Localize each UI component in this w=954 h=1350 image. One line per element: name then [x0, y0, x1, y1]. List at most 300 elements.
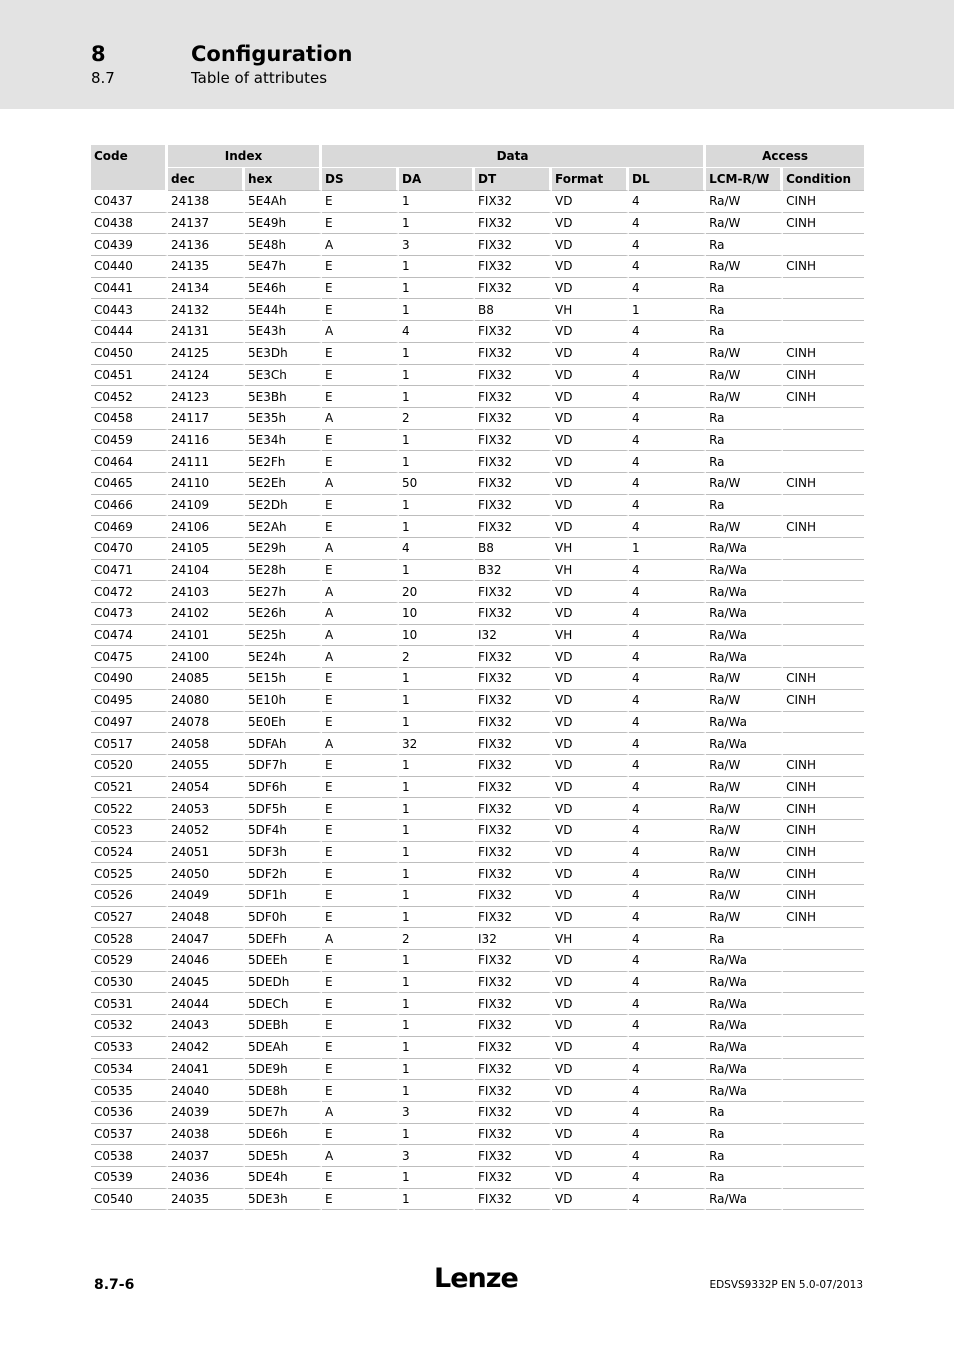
cell-dec: 24040 — [168, 1080, 245, 1102]
cell-hex: 5DEDh — [245, 972, 322, 994]
cell-dt: FIX32 — [475, 668, 552, 690]
cell-da: 10 — [399, 625, 475, 647]
cell-lcm-rw: Ra — [706, 321, 783, 343]
table-row — [91, 777, 864, 799]
cell-format: VD — [552, 603, 629, 625]
table-row — [91, 972, 864, 994]
table-row — [91, 581, 864, 603]
header-code: Code — [91, 145, 168, 191]
cell-lcm-rw: Ra — [706, 1102, 783, 1124]
table-row — [91, 234, 864, 256]
cell-da: 32 — [399, 733, 475, 755]
cell-ds: A — [322, 473, 399, 495]
cell-lcm-rw: Ra/W — [706, 690, 783, 712]
cell-dl: 4 — [629, 820, 706, 842]
table-row — [91, 1189, 864, 1211]
cell-da: 1 — [399, 430, 475, 452]
cell-dt: I32 — [475, 625, 552, 647]
cell-dec: 24047 — [168, 928, 245, 950]
cell-code: C0441 — [91, 278, 168, 300]
cell-dt: FIX32 — [475, 1015, 552, 1037]
cell-hex: 5E29h — [245, 538, 322, 560]
cell-ds: E — [322, 213, 399, 235]
cell-format: VD — [552, 1015, 629, 1037]
cell-hex: 5DE9h — [245, 1059, 322, 1081]
cell-hex: 5DE7h — [245, 1102, 322, 1124]
cell-da: 1 — [399, 777, 475, 799]
cell-dec: 24101 — [168, 625, 245, 647]
cell-hex: 5DEEh — [245, 950, 322, 972]
cell-code: C0444 — [91, 321, 168, 343]
cell-dt: FIX32 — [475, 473, 552, 495]
header-format: Format — [552, 168, 629, 191]
cell-ds: E — [322, 1080, 399, 1102]
cell-ds: E — [322, 256, 399, 278]
cell-dl: 4 — [629, 408, 706, 430]
cell-hex: 5E28h — [245, 560, 322, 582]
cell-code: C0495 — [91, 690, 168, 712]
cell-code: C0472 — [91, 581, 168, 603]
cell-dt: FIX32 — [475, 863, 552, 885]
cell-condition — [783, 581, 864, 603]
cell-code: C0451 — [91, 365, 168, 387]
cell-da: 1 — [399, 993, 475, 1015]
cell-code: C0527 — [91, 907, 168, 929]
cell-condition — [783, 1145, 864, 1167]
cell-hex: 5DECh — [245, 993, 322, 1015]
cell-code: C0458 — [91, 408, 168, 430]
cell-condition: CINH — [783, 473, 864, 495]
cell-code: C0473 — [91, 603, 168, 625]
cell-code: C0522 — [91, 798, 168, 820]
cell-hex: 5E48h — [245, 234, 322, 256]
cell-dec: 24109 — [168, 495, 245, 517]
cell-dec: 24106 — [168, 516, 245, 538]
cell-ds: E — [322, 1037, 399, 1059]
cell-format: VD — [552, 321, 629, 343]
table-row — [91, 820, 864, 842]
cell-dl: 4 — [629, 1015, 706, 1037]
cell-lcm-rw: Ra/Wa — [706, 560, 783, 582]
cell-condition — [783, 603, 864, 625]
table-row — [91, 560, 864, 582]
cell-dec: 24044 — [168, 993, 245, 1015]
cell-dt: FIX32 — [475, 755, 552, 777]
cell-dl: 4 — [629, 516, 706, 538]
cell-dec: 24049 — [168, 885, 245, 907]
table-row — [91, 408, 864, 430]
header-dt: DT — [475, 168, 552, 191]
cell-lcm-rw: Ra — [706, 299, 783, 321]
cell-hex: 5E24h — [245, 646, 322, 668]
cell-hex: 5DF4h — [245, 820, 322, 842]
cell-condition — [783, 993, 864, 1015]
cell-dl: 4 — [629, 733, 706, 755]
cell-hex: 5E25h — [245, 625, 322, 647]
cell-dec: 24131 — [168, 321, 245, 343]
cell-ds: E — [322, 386, 399, 408]
cell-da: 1 — [399, 690, 475, 712]
cell-dt: FIX32 — [475, 712, 552, 734]
table-row — [91, 928, 864, 950]
cell-condition: CINH — [783, 690, 864, 712]
cell-code: C0517 — [91, 733, 168, 755]
cell-ds: A — [322, 408, 399, 430]
cell-ds: E — [322, 755, 399, 777]
cell-dt: FIX32 — [475, 1145, 552, 1167]
cell-ds: E — [322, 560, 399, 582]
cell-condition: CINH — [783, 343, 864, 365]
cell-hex: 5DE6h — [245, 1124, 322, 1146]
cell-da: 1 — [399, 907, 475, 929]
cell-code: C0529 — [91, 950, 168, 972]
cell-condition — [783, 1167, 864, 1189]
cell-condition — [783, 733, 864, 755]
cell-code: C0465 — [91, 473, 168, 495]
cell-dl: 4 — [629, 777, 706, 799]
cell-condition — [783, 712, 864, 734]
cell-condition: CINH — [783, 842, 864, 864]
table-row — [91, 712, 864, 734]
cell-dec: 24041 — [168, 1059, 245, 1081]
cell-format: VD — [552, 755, 629, 777]
cell-da: 1 — [399, 278, 475, 300]
cell-hex: 5DEBh — [245, 1015, 322, 1037]
cell-hex: 5E2Dh — [245, 495, 322, 517]
cell-dt: FIX32 — [475, 451, 552, 473]
table-row — [91, 1145, 864, 1167]
cell-ds: E — [322, 798, 399, 820]
cell-dl: 4 — [629, 842, 706, 864]
section-title: Table of attributes — [191, 69, 328, 87]
cell-dec: 24124 — [168, 365, 245, 387]
cell-dec: 24085 — [168, 668, 245, 690]
table-row — [91, 1080, 864, 1102]
cell-dt: FIX32 — [475, 1059, 552, 1081]
cell-dec: 24103 — [168, 581, 245, 603]
cell-dec: 24117 — [168, 408, 245, 430]
cell-dt: FIX32 — [475, 191, 552, 213]
header-band — [0, 0, 954, 109]
cell-lcm-rw: Ra/Wa — [706, 581, 783, 603]
cell-hex: 5DF0h — [245, 907, 322, 929]
cell-lcm-rw: Ra/W — [706, 842, 783, 864]
cell-lcm-rw: Ra/Wa — [706, 1059, 783, 1081]
cell-dec: 24054 — [168, 777, 245, 799]
cell-format: VD — [552, 733, 629, 755]
cell-code: C0440 — [91, 256, 168, 278]
header-dec: dec — [168, 168, 245, 191]
cell-code: C0531 — [91, 993, 168, 1015]
cell-dl: 4 — [629, 191, 706, 213]
cell-condition — [783, 950, 864, 972]
table-row — [91, 430, 864, 452]
cell-code: C0469 — [91, 516, 168, 538]
cell-da: 1 — [399, 863, 475, 885]
chapter-title: Configuration — [191, 42, 353, 66]
header-da: DA — [399, 168, 475, 191]
cell-format: VD — [552, 907, 629, 929]
cell-da: 1 — [399, 299, 475, 321]
cell-ds: A — [322, 603, 399, 625]
section-number: 8.7 — [91, 69, 115, 87]
cell-dl: 4 — [629, 712, 706, 734]
cell-code: C0538 — [91, 1145, 168, 1167]
cell-ds: E — [322, 495, 399, 517]
cell-code: C0439 — [91, 234, 168, 256]
cell-format: VH — [552, 560, 629, 582]
cell-dt: FIX32 — [475, 365, 552, 387]
cell-format: VD — [552, 1167, 629, 1189]
table-row — [91, 451, 864, 473]
cell-code: C0497 — [91, 712, 168, 734]
table-row — [91, 863, 864, 885]
cell-hex: 5DF2h — [245, 863, 322, 885]
cell-lcm-rw: Ra/Wa — [706, 646, 783, 668]
cell-da: 1 — [399, 256, 475, 278]
cell-dl: 4 — [629, 386, 706, 408]
cell-dec: 24053 — [168, 798, 245, 820]
cell-dl: 4 — [629, 625, 706, 647]
cell-dec: 24136 — [168, 234, 245, 256]
cell-dl: 4 — [629, 1124, 706, 1146]
cell-condition — [783, 408, 864, 430]
table-row — [91, 299, 864, 321]
cell-lcm-rw: Ra/W — [706, 777, 783, 799]
table-row — [91, 365, 864, 387]
cell-format: VD — [552, 668, 629, 690]
cell-dt: B8 — [475, 299, 552, 321]
cell-da: 1 — [399, 950, 475, 972]
cell-dt: FIX32 — [475, 820, 552, 842]
cell-condition — [783, 299, 864, 321]
cell-format: VD — [552, 343, 629, 365]
cell-ds: E — [322, 972, 399, 994]
table-row — [91, 950, 864, 972]
cell-dt: FIX32 — [475, 430, 552, 452]
cell-lcm-rw: Ra/Wa — [706, 733, 783, 755]
cell-format: VD — [552, 1037, 629, 1059]
cell-format: VD — [552, 191, 629, 213]
cell-da: 1 — [399, 1189, 475, 1211]
table-row — [91, 213, 864, 235]
table-row — [91, 993, 864, 1015]
cell-da: 1 — [399, 1080, 475, 1102]
cell-hex: 5E44h — [245, 299, 322, 321]
table-row — [91, 885, 864, 907]
cell-lcm-rw: Ra/W — [706, 213, 783, 235]
cell-hex: 5DFAh — [245, 733, 322, 755]
cell-ds: A — [322, 625, 399, 647]
table-body — [91, 191, 864, 1210]
cell-lcm-rw: Ra/W — [706, 365, 783, 387]
cell-dt: FIX32 — [475, 1037, 552, 1059]
chapter-number: 8 — [91, 42, 106, 66]
cell-dec: 24105 — [168, 538, 245, 560]
cell-lcm-rw: Ra/Wa — [706, 1189, 783, 1211]
cell-hex: 5DE8h — [245, 1080, 322, 1102]
cell-hex: 5DF6h — [245, 777, 322, 799]
cell-format: VH — [552, 928, 629, 950]
cell-format: VD — [552, 1102, 629, 1124]
cell-ds: E — [322, 191, 399, 213]
cell-dt: FIX32 — [475, 386, 552, 408]
cell-code: C0474 — [91, 625, 168, 647]
cell-dec: 24035 — [168, 1189, 245, 1211]
cell-code: C0450 — [91, 343, 168, 365]
cell-ds: E — [322, 993, 399, 1015]
lenze-logo: Lenze — [434, 1263, 518, 1294]
cell-code: C0438 — [91, 213, 168, 235]
cell-da: 4 — [399, 321, 475, 343]
cell-condition — [783, 1189, 864, 1211]
cell-code: C0524 — [91, 842, 168, 864]
cell-lcm-rw: Ra — [706, 278, 783, 300]
cell-dt: FIX32 — [475, 1124, 552, 1146]
cell-condition — [783, 1037, 864, 1059]
cell-lcm-rw: Ra/W — [706, 885, 783, 907]
cell-format: VD — [552, 386, 629, 408]
table-row — [91, 1102, 864, 1124]
cell-dt: FIX32 — [475, 603, 552, 625]
cell-da: 1 — [399, 516, 475, 538]
cell-dec: 24138 — [168, 191, 245, 213]
cell-condition — [783, 430, 864, 452]
cell-code: C0540 — [91, 1189, 168, 1211]
cell-format: VD — [552, 495, 629, 517]
cell-format: VD — [552, 1080, 629, 1102]
cell-dec: 24045 — [168, 972, 245, 994]
table-row — [91, 755, 864, 777]
header-condition: Condition — [783, 168, 864, 191]
cell-condition: CINH — [783, 907, 864, 929]
cell-lcm-rw: Ra/W — [706, 343, 783, 365]
cell-ds: E — [322, 668, 399, 690]
cell-code: C0443 — [91, 299, 168, 321]
cell-format: VD — [552, 451, 629, 473]
cell-dt: FIX32 — [475, 733, 552, 755]
cell-ds: E — [322, 820, 399, 842]
cell-condition: CINH — [783, 863, 864, 885]
cell-ds: E — [322, 1167, 399, 1189]
cell-lcm-rw: Ra — [706, 1124, 783, 1146]
cell-lcm-rw: Ra/W — [706, 256, 783, 278]
cell-format: VD — [552, 885, 629, 907]
cell-lcm-rw: Ra/Wa — [706, 1015, 783, 1037]
cell-hex: 5E0Eh — [245, 712, 322, 734]
cell-dl: 4 — [629, 646, 706, 668]
cell-code: C0539 — [91, 1167, 168, 1189]
cell-ds: E — [322, 430, 399, 452]
cell-code: C0533 — [91, 1037, 168, 1059]
cell-dt: FIX32 — [475, 907, 552, 929]
cell-condition — [783, 972, 864, 994]
cell-ds: E — [322, 343, 399, 365]
header-data: Data — [322, 145, 706, 168]
cell-dl: 4 — [629, 581, 706, 603]
cell-format: VD — [552, 234, 629, 256]
cell-dl: 4 — [629, 928, 706, 950]
cell-ds: E — [322, 777, 399, 799]
cell-ds: A — [322, 538, 399, 560]
cell-hex: 5E10h — [245, 690, 322, 712]
cell-lcm-rw: Ra — [706, 234, 783, 256]
cell-format: VD — [552, 972, 629, 994]
table-row — [91, 191, 864, 213]
cell-dl: 4 — [629, 430, 706, 452]
cell-dl: 4 — [629, 1102, 706, 1124]
cell-lcm-rw: Ra — [706, 451, 783, 473]
cell-code: C0525 — [91, 863, 168, 885]
cell-code: C0459 — [91, 430, 168, 452]
table-row — [91, 278, 864, 300]
table-row — [91, 1167, 864, 1189]
cell-format: VD — [552, 646, 629, 668]
cell-dl: 4 — [629, 1145, 706, 1167]
cell-dt: FIX32 — [475, 1167, 552, 1189]
cell-dec: 24100 — [168, 646, 245, 668]
cell-hex: 5E3Bh — [245, 386, 322, 408]
cell-ds: A — [322, 1102, 399, 1124]
header-hex: hex — [245, 168, 322, 191]
cell-hex: 5E46h — [245, 278, 322, 300]
cell-da: 1 — [399, 842, 475, 864]
cell-format: VD — [552, 581, 629, 603]
cell-dt: FIX32 — [475, 1080, 552, 1102]
cell-lcm-rw: Ra/Wa — [706, 993, 783, 1015]
cell-condition — [783, 538, 864, 560]
header-dl: DL — [629, 168, 706, 191]
cell-lcm-rw: Ra/Wa — [706, 950, 783, 972]
cell-lcm-rw: Ra/Wa — [706, 1037, 783, 1059]
cell-dec: 24116 — [168, 430, 245, 452]
cell-da: 1 — [399, 820, 475, 842]
cell-dec: 24039 — [168, 1102, 245, 1124]
cell-dt: B32 — [475, 560, 552, 582]
cell-dl: 4 — [629, 365, 706, 387]
cell-da: 1 — [399, 755, 475, 777]
cell-format: VH — [552, 538, 629, 560]
cell-dt: FIX32 — [475, 581, 552, 603]
cell-dt: FIX32 — [475, 777, 552, 799]
cell-dt: FIX32 — [475, 690, 552, 712]
cell-hex: 5DF7h — [245, 755, 322, 777]
cell-da: 1 — [399, 495, 475, 517]
cell-dt: FIX32 — [475, 885, 552, 907]
cell-dt: FIX32 — [475, 321, 552, 343]
cell-da: 1 — [399, 668, 475, 690]
cell-format: VD — [552, 842, 629, 864]
cell-code: C0470 — [91, 538, 168, 560]
cell-dec: 24132 — [168, 299, 245, 321]
cell-dl: 1 — [629, 299, 706, 321]
cell-ds: A — [322, 1145, 399, 1167]
header-lcm-rw: LCM-R/W — [706, 168, 783, 191]
cell-code: C0537 — [91, 1124, 168, 1146]
cell-da: 2 — [399, 408, 475, 430]
cell-ds: E — [322, 907, 399, 929]
cell-condition: CINH — [783, 798, 864, 820]
table-row — [91, 1037, 864, 1059]
cell-condition — [783, 1015, 864, 1037]
cell-condition — [783, 1059, 864, 1081]
cell-lcm-rw: Ra/W — [706, 516, 783, 538]
table-row — [91, 495, 864, 517]
cell-dl: 4 — [629, 1080, 706, 1102]
cell-lcm-rw: Ra — [706, 1145, 783, 1167]
header-ds: DS — [322, 168, 399, 191]
cell-dl: 4 — [629, 321, 706, 343]
